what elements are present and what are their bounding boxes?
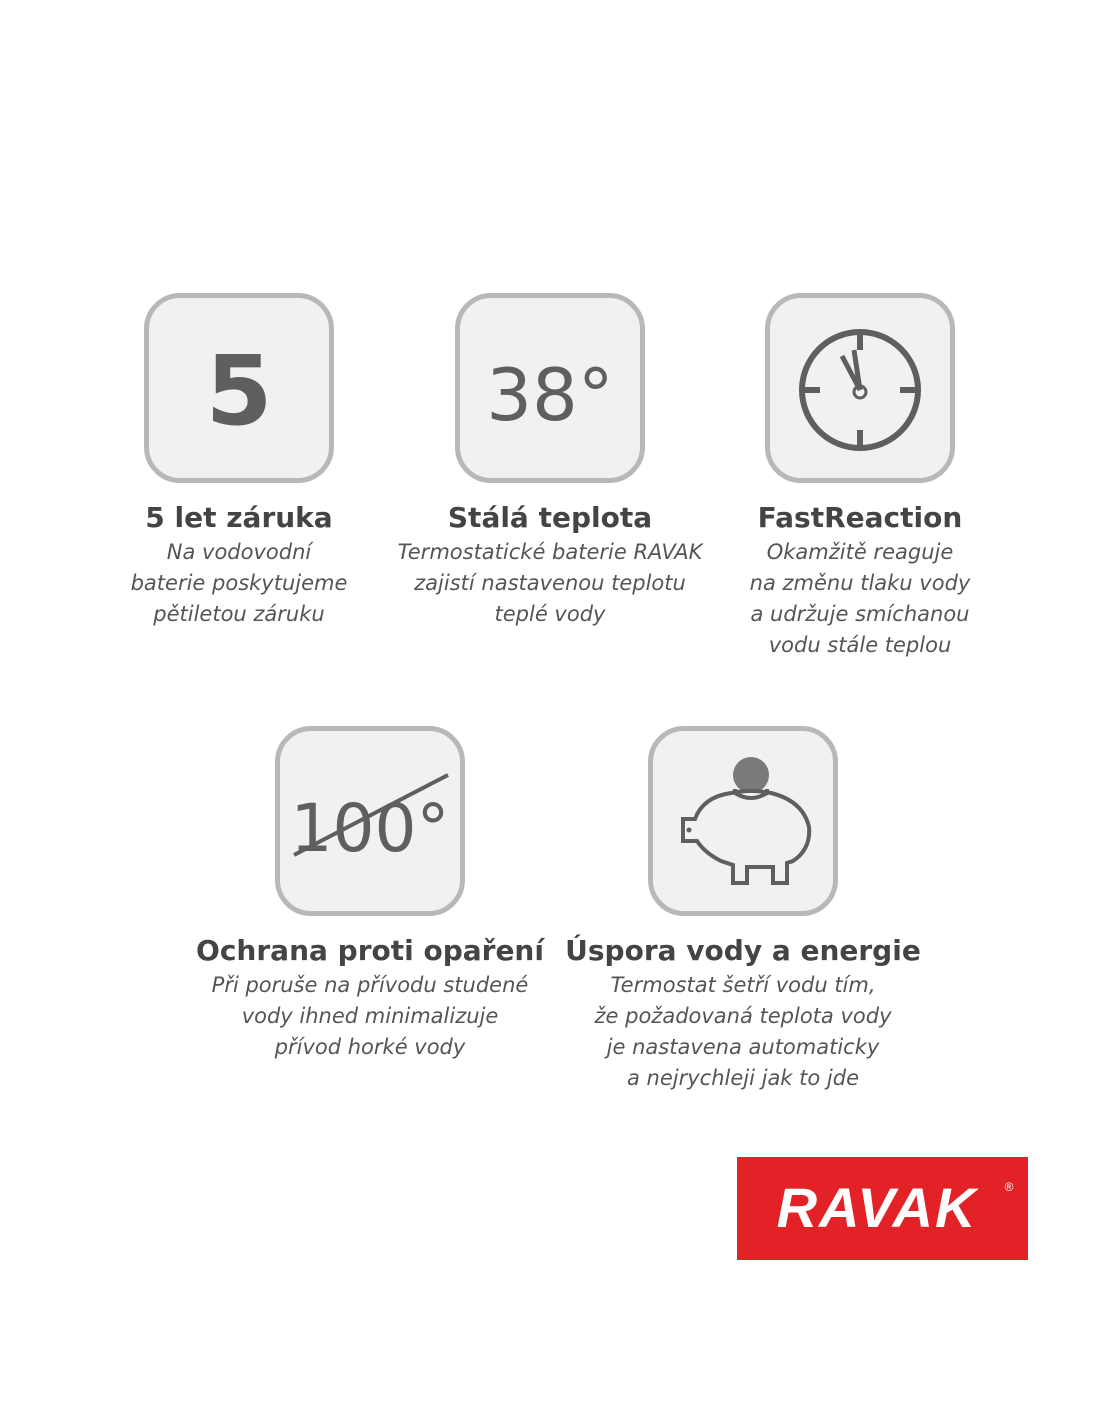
svg-text:5: 5 xyxy=(205,335,273,447)
description-line: Na vodovodní xyxy=(166,540,312,564)
description-line: Termostat šetří vodu tím, xyxy=(610,973,876,997)
five-icon xyxy=(144,293,334,483)
description-line: že požadovaná teplota vody xyxy=(594,1004,892,1028)
temperature-38-icon xyxy=(455,293,645,483)
description-line: na změnu tlaku vody xyxy=(749,571,971,595)
description-line: přívod horké vody xyxy=(274,1035,466,1059)
ravak-logo xyxy=(737,1157,1028,1260)
feature-title: Úspora vody a energie xyxy=(565,934,921,967)
feature-title: Stálá teplota xyxy=(447,501,653,534)
description-line: vodu stále teplou xyxy=(768,633,952,657)
description-line: a udržuje smíchanou xyxy=(750,602,970,626)
feature-description xyxy=(190,970,550,1063)
description-line: a nejrychleji jak to jde xyxy=(626,1066,859,1090)
description-line: Termostatické baterie RAVAK xyxy=(397,540,703,564)
svg-text:RAVAK: RAVAK xyxy=(776,1176,978,1239)
description-line: Při poruše na přívodu studené xyxy=(211,973,529,997)
feature-description xyxy=(563,970,923,1094)
svg-text:38°: 38° xyxy=(486,353,614,437)
feature-description xyxy=(59,537,419,630)
piggy-bank-icon xyxy=(648,726,838,916)
description-line: vody ihned minimalizuje xyxy=(241,1004,499,1028)
description-line: pětiletou záruku xyxy=(153,602,325,626)
svg-text:100°: 100° xyxy=(290,790,450,867)
description-line: Okamžitě reaguje xyxy=(766,540,954,564)
description-line: je nastavena automaticky xyxy=(606,1035,880,1059)
feature-title: FastReaction xyxy=(757,501,963,534)
feature-title: Ochrana proti opaření xyxy=(196,934,544,967)
svg-text:®: ® xyxy=(1004,1180,1014,1194)
feature-title: 5 let záruka xyxy=(145,501,333,534)
description-line: teplé vody xyxy=(494,602,606,626)
description-line: baterie poskytujeme xyxy=(130,571,348,595)
clock-icon xyxy=(765,293,955,483)
description-line: zajistí nastavenou teplotu xyxy=(414,571,686,595)
feature-description xyxy=(680,537,1040,661)
feature-description xyxy=(370,537,730,630)
crossed-100-degrees-icon xyxy=(275,726,465,916)
